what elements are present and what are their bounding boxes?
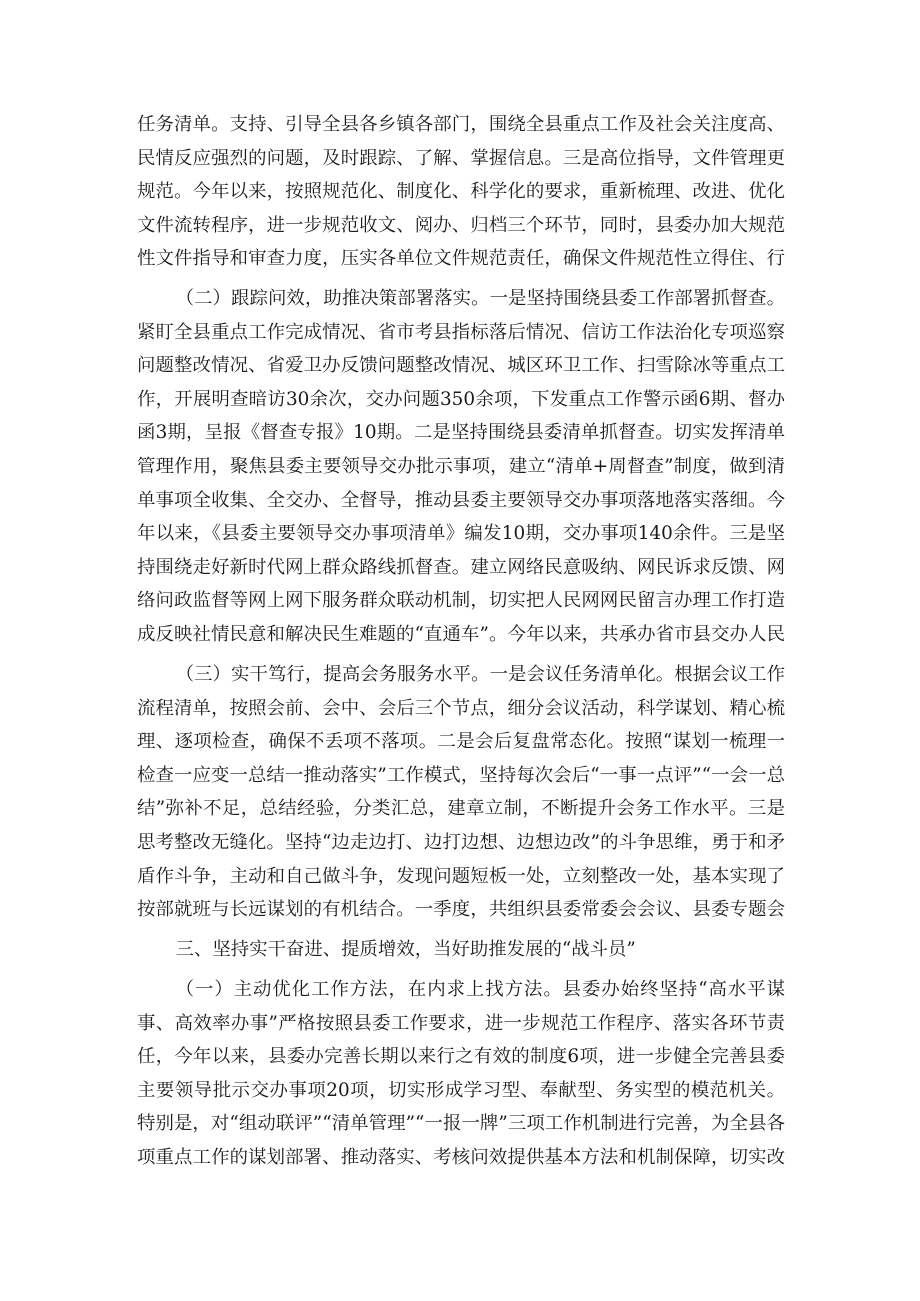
paragraph-section-3-1-methods: （一）主动优化工作方法，在内求上找方法。县委办始终坚持“高水平谋事、高效率办事”严格按照县委工作要求，进一步规范工作程序、落实各环节责任，今年以来，县委办完善长期以来行之有效的制度6项，进一步健全完善县委主要领导批示交办事项20项，切实形成学习型、奉献型、务实型的模范机关。特别是，对“组动联评”“清单管理”“一报一牌”三项工作机制进行完善，为全县各项重点工作的谋划部署、推动落实、考核问效提供基本方法和机制保障，切实改 xyxy=(137,979,785,1168)
paragraph-continuation: 任务清单。支持、引导全县各乡镇各部门，围绕全县重点工作及社会关注度高、民情反应强烈的问题，及时跟踪、了解、掌握信息。三是高位指导，文件管理更规范。今年以来，按照规范化、制度化、科学化的要求，重新梳理、改进、优化文件流转程序，进一步规范收文、阅办、归档三个环节，同时，县委办加大规范性文件指导和审查力度，压实各单位文件规范责任，确保文件规范性立得住、行 xyxy=(137,114,785,270)
document-body xyxy=(137,108,785,1175)
paragraph-section-3-meeting-service: （三）实干笃行，提高会务服务水平。一是会议任务清单化。根据会议工作流程清单，按照会前、会中、会后三个节点，细分会议活动，科学谋划、精心梳理、逐项检查，确保不丢项不落项。二是会后复盘常态化。按照“谋划一梳理一检查一应变一总结一推动落实”工作模式，坚持每次会后“一事一点评”“一会一总结”弥补不足，总结经验，分类汇总，建章立制，不断提升会务工作水平。三是思考整改无缝化。坚持“边走边打、边打边想、边想边改”的斗争思维，勇于和矛盾作斗争，主动和自己做斗争，发现问题短板一处，立刻整改一处，基本实现了按部就班与长远谋划的有机结合。一季度，共组织县委常委会会议、县委专题会 xyxy=(137,664,785,921)
paragraph-section-2-supervision: （二）跟踪问效，助推决策部署落实。一是坚持围绕县委工作部署抓督查。紧盯全县重点工作完成情况、省市考县指标落后情况、信访工作法治化专项巡察问题整改情况、省爱卫办反馈问题整改情况、城区环卫工作、扫雪除冰等重点工作，开展明查暗访30余次，交办问题350余项，下发重点工作警示函6期、督办函3期，呈报《督查专报》10期。二是坚持围绕县委清单抓督查。切实发挥清单管理作用，聚焦县委主要领导交办批示事项，建立“清单+周督查”制度，做到清单事项全收集、全交办、全督导，推动县委主要领导交办事项落地落实落细。今年以来，《县委主要领导交办事项清单》编发10期，交办事项140余件。三是坚持围绕走好新时代网上群众路线抓督查。建立网络民意吸纳、网民诉求反馈、网络问政监督等网上网下服务群众联动机制，切实把人民网网民留言办理工作打造成反映社情民意和解决民生难题的“直通车”。今年以来，共承办省市县交办人民 xyxy=(137,288,785,645)
section-heading-three: 三、坚持实干奋进、提质增效，当好助推发展的“战斗员” xyxy=(175,939,636,960)
